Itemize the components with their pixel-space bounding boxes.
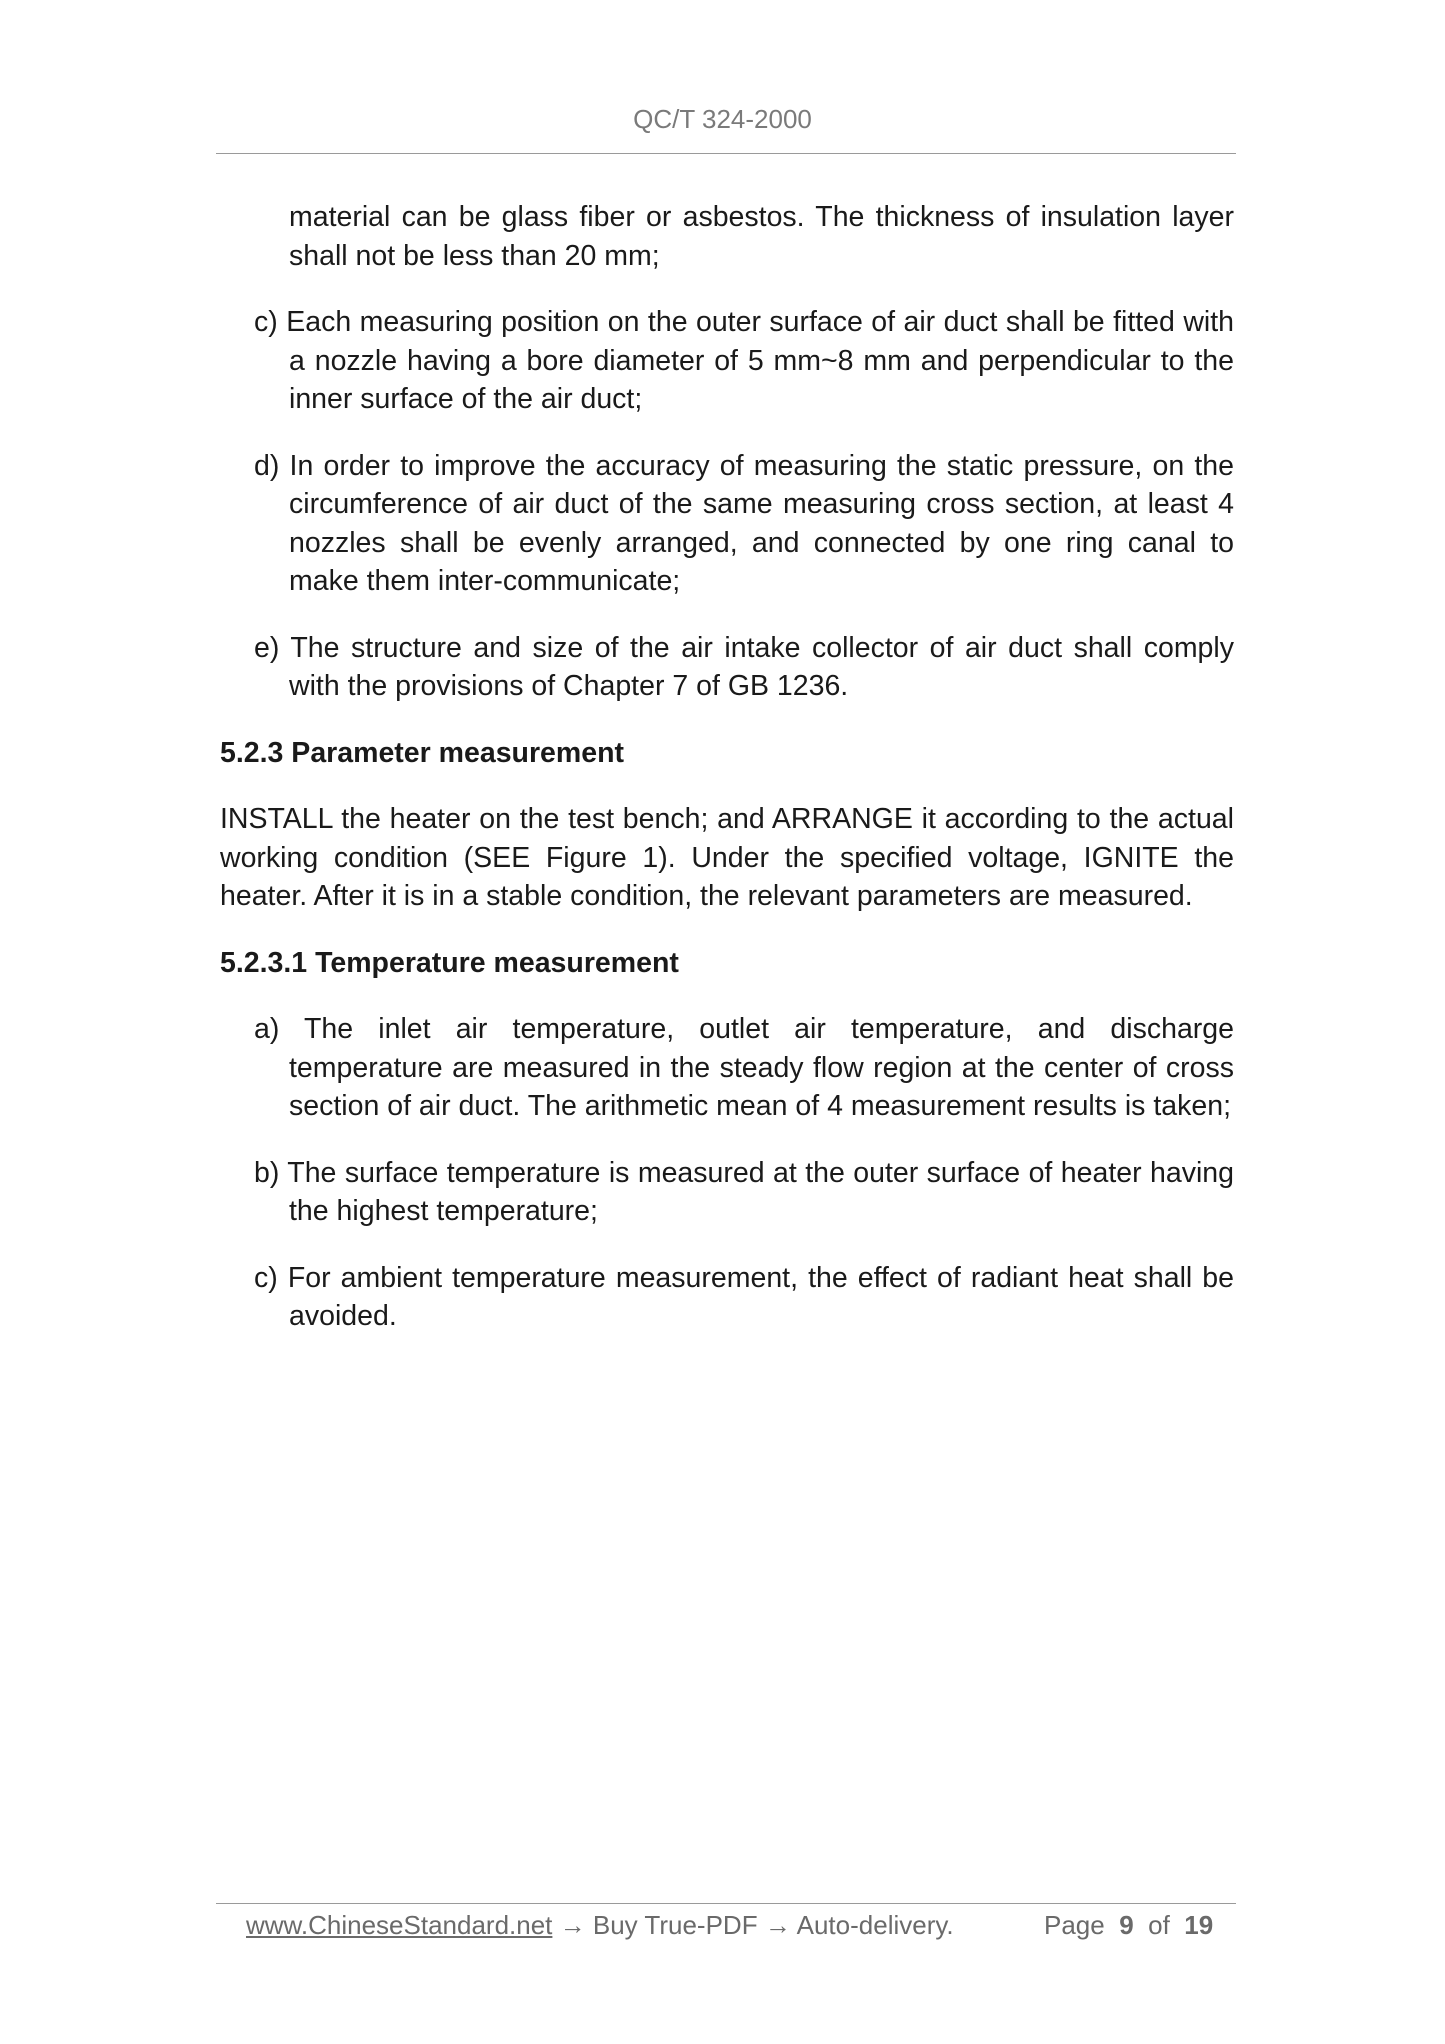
- list-item-d: [220, 447, 1234, 601]
- temp-item-b: [220, 1154, 1234, 1231]
- list-marker: c): [254, 306, 278, 338]
- list-item-text: Each measuring position on the outer surface of air duct shall be fitted with a nozzle having a bore diameter of 5 mm~8 mm and perpendicular to the inner surface of the air duct;: [286, 306, 1235, 415]
- list-item-b-continuation: material can be glass fiber or asbestos. The thickness of insulation layer shall not be less than 20 mm;: [289, 201, 1234, 272]
- section-paragraph: INSTALL the heater on the test bench; and ARRANGE it according to the actual working condition (SEE Figure 1). Under the specified voltage, IGNITE the heater. After it is in a stable condition, the relevant parameters are measured.: [220, 803, 1234, 912]
- total-pages: 19: [1184, 1910, 1214, 1940]
- list-marker: a): [254, 1013, 280, 1045]
- buy-pdf-text: Buy True-PDF: [592, 1910, 758, 1940]
- footer-divider: [216, 1903, 1236, 1904]
- temp-item-c: [220, 1259, 1234, 1336]
- of-label: of: [1148, 1910, 1170, 1940]
- list-marker: b): [254, 1156, 280, 1189]
- page-number: [1044, 1907, 1213, 1943]
- list-marker: e): [254, 631, 280, 664]
- document-code-header: QC/T 324-2000: [633, 104, 812, 134]
- section-heading-5-2-3-1: 5.2.3.1 Temperature measurement: [220, 946, 679, 979]
- page-footer: [246, 1907, 1246, 1943]
- temp-item-a: [220, 1010, 1234, 1126]
- list-item-text: The surface temperature is measured at the outer surface of heater having the highest temperature;: [287, 1156, 1235, 1227]
- auto-delivery-text: Auto-delivery.: [796, 1910, 954, 1940]
- current-page: 9: [1119, 1910, 1134, 1940]
- section-heading-5-2-3: 5.2.3 Parameter measurement: [220, 736, 624, 769]
- list-marker: d): [254, 449, 280, 482]
- list-item-c: [220, 303, 1234, 419]
- list-item-e: [220, 629, 1234, 706]
- header-divider: [216, 153, 1236, 154]
- list-marker: c): [254, 1261, 278, 1294]
- list-item-text: The inlet air temperature, outlet air temperature, and discharge temperature are measured in the steady flow region at the center of cross section of air duct. The arithmetic mean of 4 measurement results is taken;: [289, 1013, 1235, 1122]
- arrow-right-icon: →: [764, 1910, 791, 1940]
- page-label: Page: [1044, 1910, 1105, 1940]
- arrow-right-icon: →: [559, 1910, 586, 1940]
- list-item-text: For ambient temperature measurement, the effect of radiant heat shall be avoided.: [287, 1261, 1234, 1332]
- list-item-text: The structure and size of the air intake collector of air duct shall comply with the provisions of Chapter 7 of GB 1236.: [289, 631, 1234, 702]
- website-link[interactable]: www.ChineseStandard.net: [246, 1910, 553, 1940]
- page-content: [220, 198, 1234, 1364]
- list-item-text: In order to improve the accuracy of measuring the static pressure, on the circumference of air duct of the same measuring cross section, at least 4 nozzles shall be evenly arranged, and connected by one ring canal to make them inter-communicate;: [289, 449, 1234, 597]
